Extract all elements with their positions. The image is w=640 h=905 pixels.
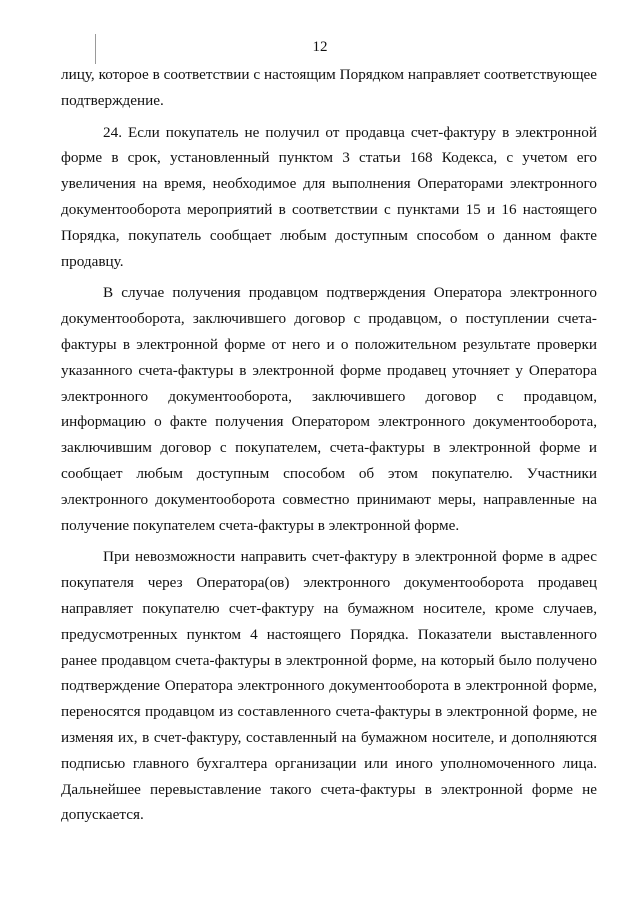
paragraph-item-24: 24. Если покупатель не получил от продавца счет-фактуру в электронной форме в срок, установленный пунктом 3 статьи 168 Кодекса, с учетом его увеличения на время, необходимое для выполнения Операторами электронного документооборота мероприятий в соответствии с пунктами 15 и 16 настоящего Порядка, покупатель сообщает любым доступным способом о данном факте продавцу. xyxy=(61,123,597,270)
document-body xyxy=(61,62,597,828)
paragraph-paper-invoice: При невозможности направить счет-фактуру в электронной форме в адрес покупателя через Оператора(ов) электронного документооборота продавец направляет покупателю счет-фактуру на бумажном носителе, кроме случаев, предусмотренных пунктом 4 настоящего Порядка. Показатели выставленного ранее продавцом счета-фактуры в электронной форме, на который было получено подтверждение Оператора электронного документооборота в электронной форме, переносятся продавцом из составленного счета-фактуры в электронной форме, не изменяя их, в счет-фактуру, составленный на бумажном носителе, и дополняются подписью главного бухгалтера организации или иного уполномоченного лица. Дальнейшее перевыставление такого счета-фактуры в электронной форме не допускается. xyxy=(61,548,597,824)
paragraph-seller-confirmation: В случае получения продавцом подтверждения Оператора электронного документооборота, заключившего договор с продавцом, о поступлении счета-фактуры в электронной форме от него и о положительном результате проверки указанного счета-фактуры в электронной форме продавец уточняет у Оператора электронного документооборота, заключившего договор с продавцом, информацию о факте получения Оператором электронного документооборота, заключившим договор с покупателем, счета-фактуры в электронной форме и сообщает любым доступным способом об этом покупателю. Участники электронного документооборота совместно принимают меры, направленные на получение покупателем счета-фактуры в электронной форме. xyxy=(61,284,597,534)
paragraph-continuation: лицу, которое в соответствии с настоящим Порядком направляет соответствующее подтверждение. xyxy=(61,66,597,109)
page-number: 12 xyxy=(312,39,328,55)
